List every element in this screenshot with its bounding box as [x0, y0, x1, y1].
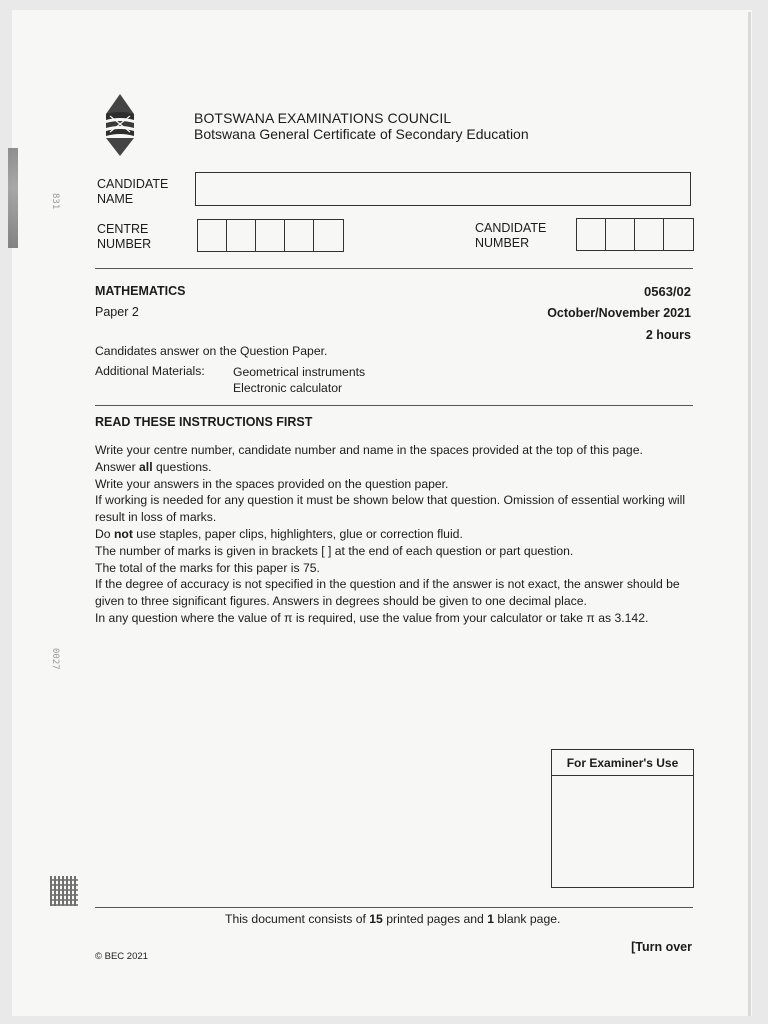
candidate-number-digit-box[interactable]: [577, 219, 606, 250]
centre-number-digit-box[interactable]: [256, 220, 285, 251]
instruction-line: The number of marks is given in brackets [ ] at the end of each question or part question.: [95, 543, 574, 558]
candidate-number-label: CANDIDATE NUMBER: [475, 221, 547, 250]
instruction-line: If working is needed for any question it must be shown below that question. Omission of essential working will result in loss of marks.: [95, 493, 686, 525]
exam-session: October/November 2021: [547, 306, 691, 320]
examiner-use-box: [551, 749, 694, 888]
centre-number-digit-box[interactable]: [227, 220, 256, 251]
organization-name: BOTSWANA EXAMINATIONS COUNCIL: [194, 110, 452, 126]
candidate-number-field[interactable]: [576, 218, 694, 251]
answer-instruction: Candidates answer on the Question Paper.: [95, 344, 328, 358]
candidate-number-digit-box[interactable]: [664, 219, 693, 250]
candidate-number-digit-box[interactable]: [635, 219, 664, 250]
centre-number-field[interactable]: [197, 219, 344, 252]
candidate-number-digit-box[interactable]: [606, 219, 635, 250]
instructions-divider: [95, 405, 693, 406]
paper-edge: [748, 12, 751, 1016]
instructions-list: [95, 442, 695, 627]
header-divider: [95, 268, 693, 269]
instruction-line: In any question where the value of π is required, use the value from your calculator or take π as 3.142.: [95, 610, 649, 625]
instruction-line: If the degree of accuracy is not specified in the question and if the answer is not exact, the answer should be given to three significant figures. Answers in degrees should be given to one decimal place.: [95, 577, 680, 609]
material-item: Geometrical instruments: [233, 365, 366, 379]
copyright-notice: © BEC 2021: [95, 951, 148, 962]
exam-duration: 2 hours: [645, 328, 691, 342]
instruction-line: Do not use staples, paper clips, highlighters, glue or correction fluid.: [95, 526, 463, 541]
examiner-use-label: For Examiner's Use: [552, 750, 693, 776]
centre-number-digit-box[interactable]: [285, 220, 314, 251]
side-code-top: 831: [50, 193, 60, 210]
turn-over-note: [Turn over: [631, 940, 692, 954]
syllabus-code: 0563/02: [644, 284, 691, 299]
instruction-line: Write your centre number, candidate number and name in the spaces provided at the top of this page.: [95, 443, 643, 457]
page-count-note: This document consists of 15 printed pages and 1 blank page.: [225, 912, 561, 926]
instructions-heading: READ THESE INSTRUCTIONS FIRST: [95, 415, 313, 429]
additional-materials-label: Additional Materials:: [95, 364, 205, 378]
instruction-line: Write your answers in the spaces provided on the question paper.: [95, 476, 449, 491]
certificate-title: Botswana General Certificate of Secondary Education: [194, 126, 529, 142]
barcode-icon: [50, 876, 78, 906]
footer-divider: [95, 907, 693, 908]
candidate-name-label: CANDIDATE NAME: [97, 177, 169, 206]
materials-list: [233, 364, 365, 396]
side-code-middle: 0027: [50, 648, 60, 670]
bec-logo-icon: [100, 92, 140, 158]
centre-number-digit-box[interactable]: [198, 220, 227, 251]
paper-number: Paper 2: [95, 305, 139, 319]
centre-number-label: CENTRE NUMBER: [97, 222, 152, 251]
instruction-line: Answer all questions.: [95, 459, 212, 474]
material-item: Electronic calculator: [233, 381, 343, 395]
candidate-name-field[interactable]: [195, 172, 691, 206]
scan-binding-mark: [8, 148, 18, 248]
centre-number-digit-box[interactable]: [314, 220, 343, 251]
subject-title: MATHEMATICS: [95, 284, 186, 298]
instruction-line: The total of the marks for this paper is 75.: [95, 560, 320, 575]
